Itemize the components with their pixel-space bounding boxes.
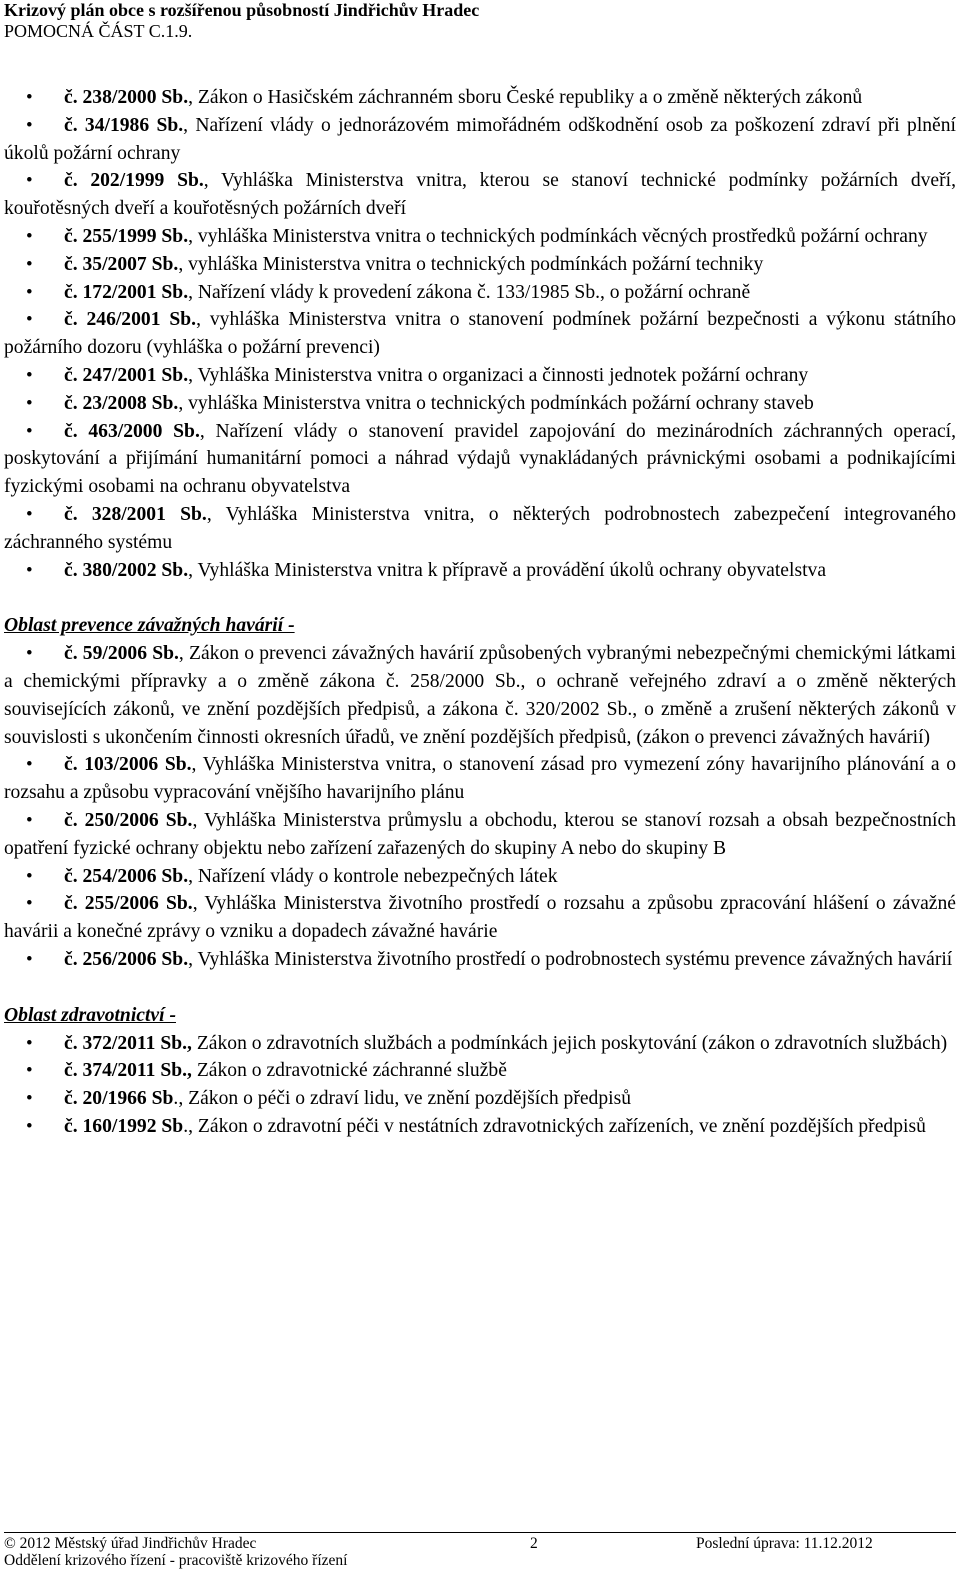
law-description: , Vyhláška Ministerstva vnitra, o stanovení zásad pro vymezení zóny havarijního plánování a o rozsahu a způsobu vypracování vnějšího havarijního plánu <box>4 754 956 804</box>
section-heading-health: Oblast zdravotnictví - <box>4 1004 176 1026</box>
law-number: č. 255/2006 Sb. <box>64 893 193 915</box>
section-heading-prevention: Oblast prevence závažných havárií - <box>4 615 295 637</box>
law-description: , Nařízení vlády o stanovení pravidel zapojování do mezinárodních záchranných operací, poskytování a přijímání humanitární pomoci a náhrad výdajů vynakládaných právnickými osobami a podnikajícími fyzickými osobami na ochranu obyvatelstva <box>4 420 956 498</box>
law-number: č. 246/2001 Sb. <box>64 309 197 331</box>
law-item <box>4 640 956 751</box>
law-item <box>4 306 956 362</box>
law-description: , Vyhláška Ministerstva vnitra k přípravě a provádění úkolů ochrany obyvatelstva <box>188 559 827 581</box>
law-description: , Nařízení vlády o kontrole nebezpečných látek <box>188 865 558 887</box>
law-number: č. 374/2011 Sb., <box>64 1060 192 1082</box>
law-description: , Zákon o prevenci závažných havárií způsobených vybranými nebezpečnými chemickými látkami a chemickými přípravky a o změně zákona č. 258/2000 Sb., o ochraně veřejného zdraví a o změně některých souvisejících zákonů, ve znění pozdějších předpisů, a zákona č. 320/2002 Sb., o změně a zrušení některých zákonů v souvislosti s ukončením činnosti okresních úřadů, ve znění pozdějších předpisů, (zákon o prevenci závažných havárií) <box>4 643 956 748</box>
footer-last-update: Poslední úprava: 11.12.2012 <box>696 1535 873 1552</box>
law-description: , Vyhláška Ministerstva průmyslu a obchodu, kterou se stanoví rozsah a obsah bezpečnostních opatření fyzické ochrany objektu nebo zařízení zařazených do skupiny A nebo do skupiny B <box>4 809 956 859</box>
law-number: č. 328/2001 Sb. <box>64 503 207 525</box>
law-item <box>4 863 956 891</box>
law-description: Zákon o zdravotních službách a podmínkách jejich poskytování (zákon o zdravotních službách) <box>191 1032 948 1054</box>
law-item <box>4 167 956 223</box>
law-description: , Vyhláška Ministerstva vnitra, kterou se stanoví technické podmínky požárních dveří, kouřotěsných dveří a kouřotěsných požárních dveří <box>4 170 956 220</box>
law-number: č. 247/2001 Sb. <box>64 364 189 386</box>
footer-department: Oddělení krizového řízení - pracoviště krizového řízení <box>4 1552 348 1569</box>
law-number: č. 103/2006 Sb. <box>64 754 192 776</box>
law-item <box>4 501 956 557</box>
law-list-health <box>4 1030 956 1141</box>
law-description: Zákon o zdravotnické záchranné službě <box>191 1060 507 1082</box>
law-description: , Vyhláška Ministerstva vnitra o organizaci a činnosti jednotek požární ochrany <box>188 364 809 386</box>
law-number: č. 59/2006 Sb. <box>64 643 179 665</box>
law-item <box>4 223 956 251</box>
law-item <box>4 1057 956 1085</box>
law-item <box>4 946 956 974</box>
law-description: , Nařízení vlády o jednorázovém mimořádném odškodnění osob za poškození zdraví při plnění úkolů požární ochrany <box>4 114 956 164</box>
law-number: č. 463/2000 Sb. <box>64 420 200 442</box>
law-number: č. 35/2007 Sb. <box>64 253 179 275</box>
law-description: , Vyhláška Ministerstva životního prostředí o rozsahu a způsobu zpracování hlášení o závažné havárii a konečné zprávy o vzniku a dopadech závažné havárie <box>4 893 956 943</box>
law-number: č. 254/2006 Sb. <box>64 865 189 887</box>
document-title: Krizový plán obce s rozšířenou působností Jindřichův Hradec <box>4 0 480 20</box>
law-number: č. 172/2001 Sb. <box>64 281 189 303</box>
law-item <box>4 1030 956 1058</box>
law-number: č. 20/1966 Sb <box>64 1088 174 1110</box>
law-description: , vyhláška Ministerstva vnitra o technických podmínkách věcných prostředků požární ochrany <box>188 225 928 247</box>
law-description: ., Zákon o péči o zdraví lidu, ve znění pozdějších předpisů <box>173 1088 632 1110</box>
page-footer <box>4 1532 956 1569</box>
law-description: , Vyhláška Ministerstva životního prostředí o podrobnostech systému prevence závažných havárií <box>188 948 953 970</box>
law-list-general <box>4 84 956 584</box>
law-number: č. 160/1992 Sb <box>64 1115 184 1137</box>
law-item <box>4 362 956 390</box>
page-header <box>4 0 479 42</box>
law-item <box>4 390 956 418</box>
law-description: ., Zákon o zdravotní péči v nestátních zdravotnických zařízeních, ve znění pozdějších předpisů <box>183 1115 926 1137</box>
law-description: , Zákon o Hasičském záchranném sboru České republiky a o změně některých zákonů <box>188 87 863 108</box>
law-number: č. 34/1986 Sb. <box>64 114 184 136</box>
law-description: , Nařízení vlády k provedení zákona č. 133/1985 Sb., o požární ochraně <box>188 281 751 303</box>
law-item <box>4 112 956 168</box>
law-item <box>4 1113 956 1141</box>
document-body <box>4 84 956 1141</box>
law-item <box>4 84 956 112</box>
law-number: č. 23/2008 Sb. <box>64 392 179 414</box>
law-number: č. 202/1999 Sb. <box>64 170 204 192</box>
law-number: č. 372/2011 Sb., <box>64 1032 192 1054</box>
law-number: č. 255/1999 Sb. <box>64 225 189 247</box>
law-item <box>4 279 956 307</box>
law-item <box>4 1085 956 1113</box>
law-list-prevention <box>4 640 956 974</box>
document-subtitle: POMOCNÁ ČÁST C.1.9. <box>4 21 193 41</box>
law-item <box>4 557 956 585</box>
law-number: č. 256/2006 Sb. <box>64 948 189 970</box>
law-description: , vyhláška Ministerstva vnitra o technických podmínkách požární techniky <box>178 253 764 275</box>
page-number: 2 <box>530 1535 538 1552</box>
law-number: č. 238/2000 Sb. <box>64 87 189 108</box>
law-description: , Vyhláška Ministerstva vnitra, o některých podrobnostech zabezpečení integrovaného záchranného systému <box>4 503 956 553</box>
law-item <box>4 807 956 863</box>
law-description: , vyhláška Ministerstva vnitra o stanovení podmínek požární bezpečnosti a výkonu státního požárního dozoru (vyhláška o požární prevenci) <box>4 309 956 359</box>
law-item <box>4 251 956 279</box>
law-description: , vyhláška Ministerstva vnitra o technických podmínkách požární ochrany staveb <box>178 392 814 414</box>
footer-copyright: © 2012 Městský úřad Jindřichův Hradec <box>4 1535 257 1552</box>
law-number: č. 250/2006 Sb. <box>64 809 193 831</box>
law-number: č. 380/2002 Sb. <box>64 559 189 581</box>
law-item <box>4 751 956 807</box>
law-item <box>4 890 956 946</box>
law-item <box>4 418 956 501</box>
